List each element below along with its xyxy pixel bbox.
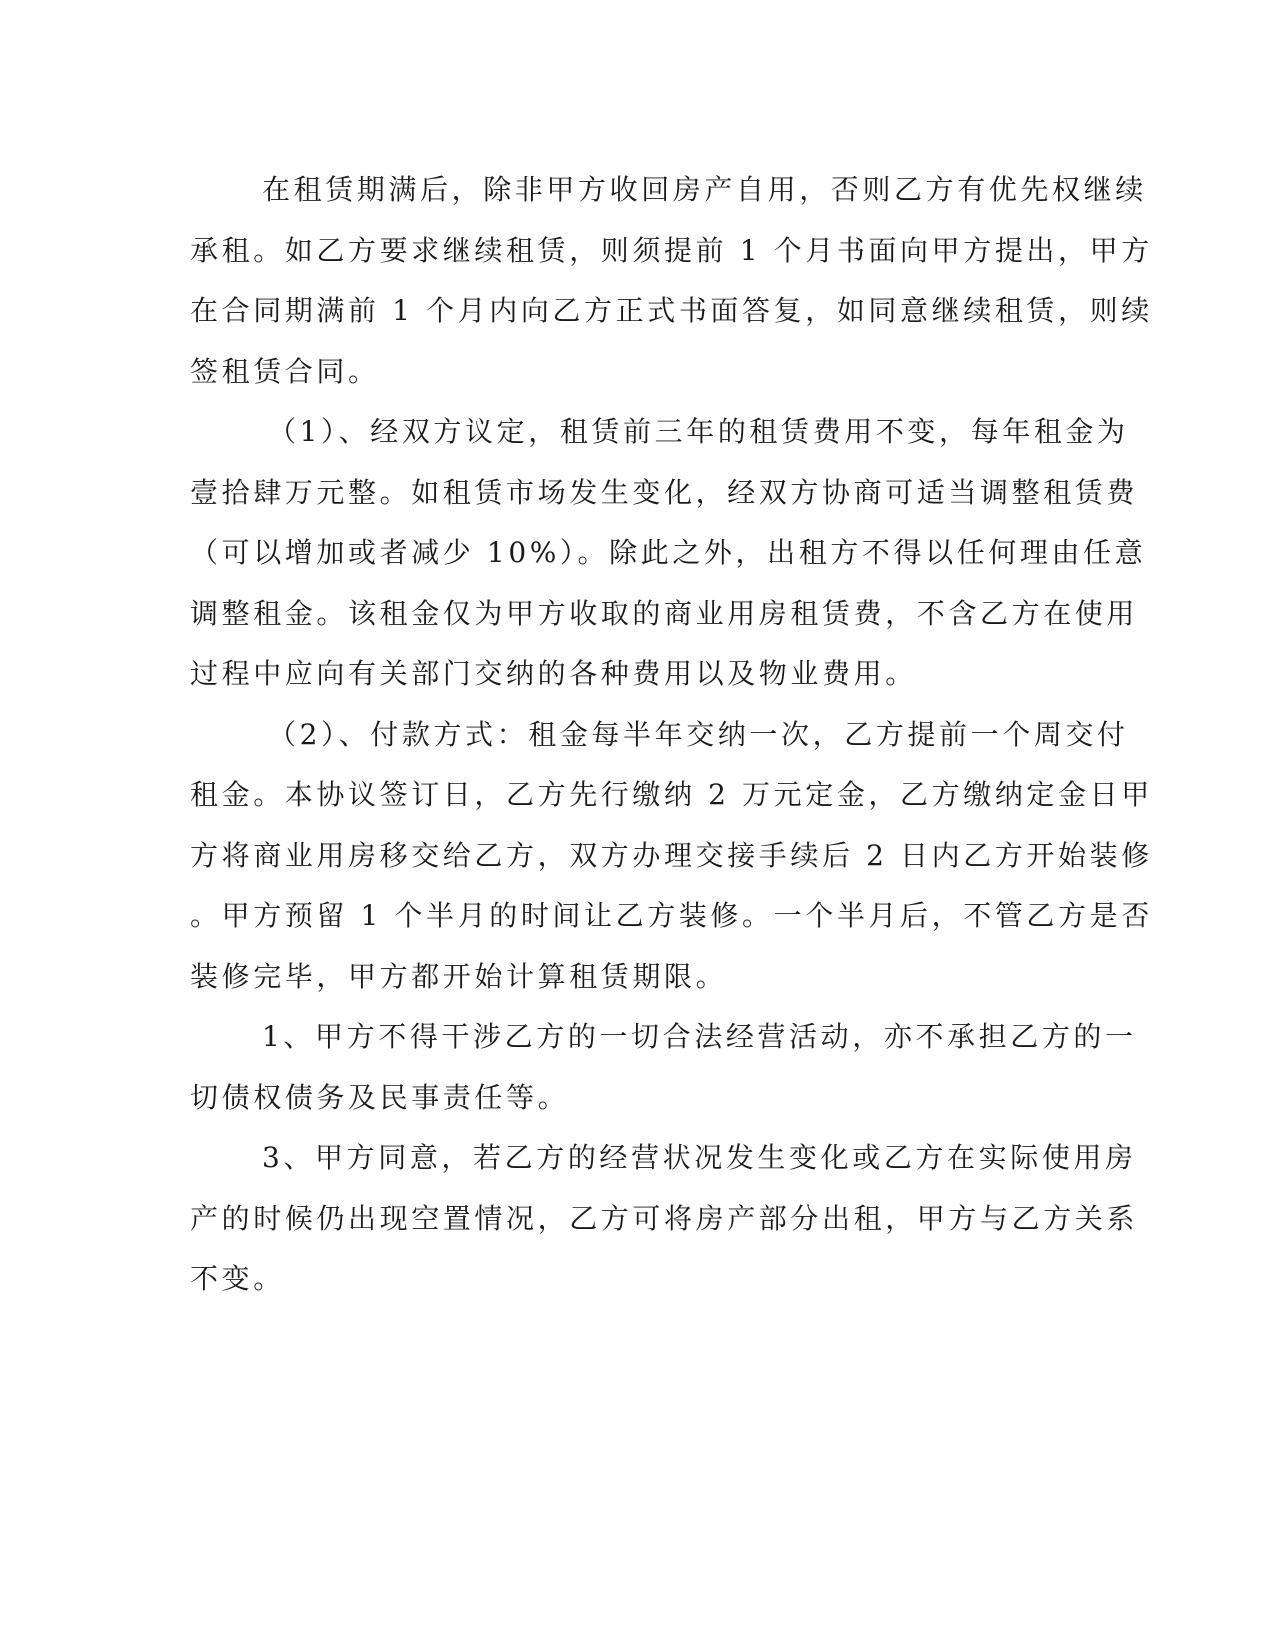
text-line: 在合同期满前 1 个月内向乙方正式书面答复，如同意继续租赁，则续	[190, 294, 1153, 327]
text-line: 产的时候仍出现空置情况，乙方可将房产部分出租，甲方与乙方关系	[190, 1201, 1139, 1235]
paragraph-clause-3	[190, 1128, 1139, 1310]
text-line: 切债权债务及民事责任等。	[190, 1080, 570, 1114]
text-line: 装修完毕，甲方都开始计算租赁期限。	[190, 959, 728, 993]
text-line: （可以增加或者减少 10%）。除此之外，出租方不得以任何理由任意	[190, 536, 1147, 569]
text-line: 。甲方预留 1 个半月的时间让乙方装修。一个半月后，不管乙方是否	[190, 899, 1153, 932]
text-line: 1、甲方不得干涉乙方的一切合法经营活动，亦不承担乙方的一	[262, 1020, 1137, 1053]
text-line: 方将商业用房移交给乙方，双方办理交接手续后 2 日内乙方开始装修	[190, 838, 1153, 872]
text-line: 不变。	[190, 1262, 285, 1295]
text-line: （1）、经双方议定，租赁前三年的租赁费用不变，每年租金为	[268, 415, 1129, 448]
text-line: 在租赁期满后，除非甲方收回房产自用，否则乙方有优先权继续	[262, 173, 1147, 206]
document-body	[190, 160, 1153, 1310]
text-line: 承租。如乙方要求继续租赁，则须提前 1 个月书面向甲方提出，甲方	[190, 233, 1153, 267]
text-line: 过程中应向有关部门交纳的各种费用以及物业费用。	[190, 657, 917, 690]
text-line: 签租赁合同。	[190, 354, 380, 388]
text-line: 租金。本协议签订日，乙方先行缴纳 2 万元定金，乙方缴纳定金日甲	[190, 778, 1153, 811]
paragraph-clause-1	[190, 1007, 1137, 1128]
text-line: 调整租金。该租金仅为甲方收取的商业用房租赁费，不含乙方在使用	[190, 596, 1139, 630]
text-line: （2）、付款方式：租金每半年交纳一次，乙方提前一个周交付	[268, 717, 1129, 751]
text-line: 壹拾肆万元整。如租赁市场发生变化，经双方协商可适当调整租赁费	[190, 475, 1139, 509]
paragraph-payment-method	[190, 705, 1153, 1008]
paragraph-renewal	[190, 160, 1153, 402]
paragraph-rent-amount	[190, 402, 1147, 705]
text-line: 3、甲方同意，若乙方的经营状况发生变化或乙方在实际使用房	[262, 1141, 1137, 1174]
